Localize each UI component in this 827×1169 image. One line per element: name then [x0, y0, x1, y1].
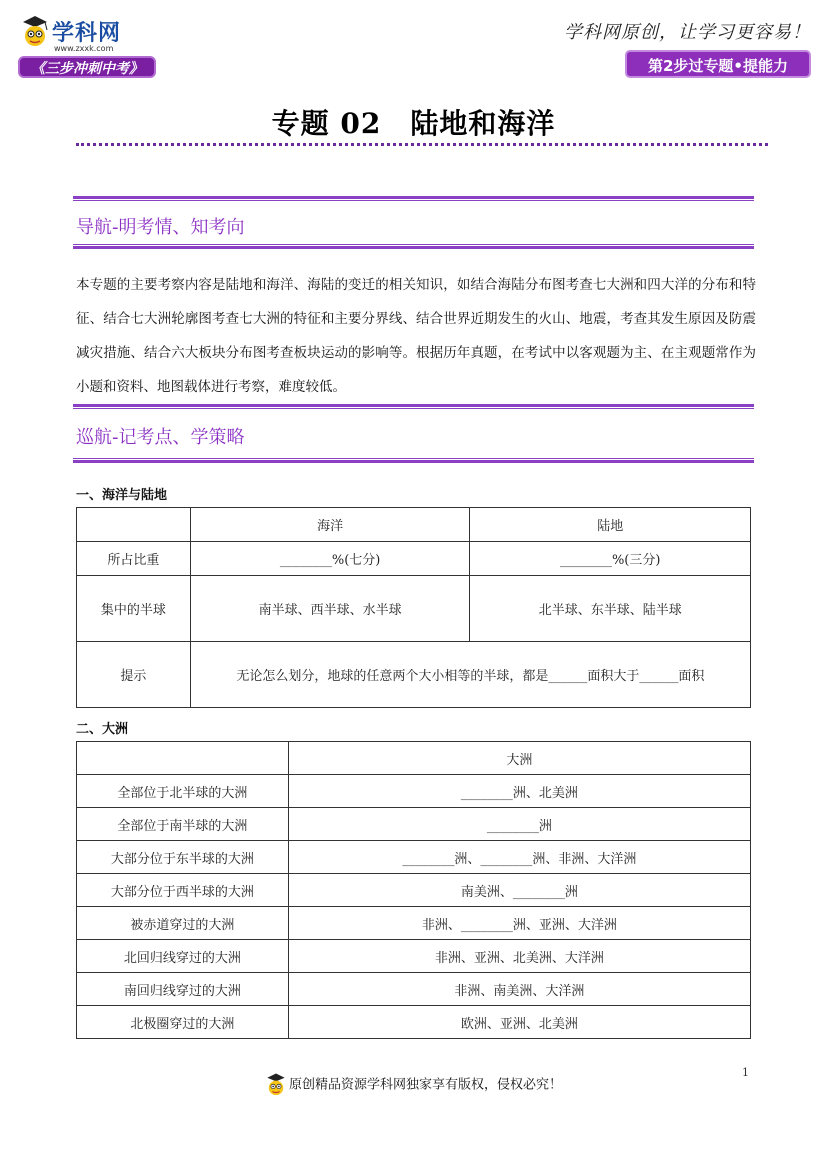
table-cell: ________洲、________洲、非洲、大洋洲 [288, 841, 750, 874]
mascot-icon [20, 14, 50, 50]
row-label: 北极圈穿过的大洲 [77, 1006, 289, 1039]
row-label: 南回归线穿过的大洲 [77, 973, 289, 1006]
table-row [77, 775, 751, 808]
table-cell: 非洲、________洲、亚洲、大洋洲 [288, 907, 750, 940]
section-title-navigation: 导航-明考情、知考向 [76, 217, 245, 238]
row-label: 提示 [77, 642, 191, 708]
table-cell: 北半球、东半球、陆半球 [470, 576, 751, 642]
page-number: 1 [742, 1066, 749, 1079]
table-row [77, 576, 751, 642]
copyright-notice: 原创精品资源学科网独家享有版权，侵权必究！ [288, 1077, 562, 1093]
table-header-row [77, 508, 751, 542]
table-row [77, 841, 751, 874]
title-divider [76, 143, 768, 146]
table-cell: ________%(七分) [190, 542, 470, 576]
table-cell: ________洲 [288, 808, 750, 841]
logo [18, 12, 168, 82]
table-row [77, 973, 751, 1006]
section-divider [73, 244, 754, 249]
section-divider [73, 458, 754, 463]
table-cell: 南半球、西半球、水半球 [190, 576, 470, 642]
table-header-cell: 大洲 [288, 742, 750, 775]
table-row [77, 542, 751, 576]
row-label: 大部分位于西半球的大洲 [77, 874, 289, 907]
logo-text: 学科网 [52, 21, 122, 46]
table-header-row [77, 742, 751, 775]
table-row [77, 874, 751, 907]
footer [0, 1072, 827, 1098]
table-row [77, 808, 751, 841]
table-cell [77, 742, 289, 775]
table-row [77, 907, 751, 940]
section-title-cruise: 巡航-记考点、学策略 [76, 427, 245, 448]
row-label: 北回归线穿过的大洲 [77, 940, 289, 973]
table-cell: 非洲、南美洲、大洋洲 [288, 973, 750, 1006]
continents-table [76, 741, 751, 1039]
series-badge: 《三步冲刺中考》 [18, 56, 156, 78]
table-cell [77, 508, 191, 542]
page-title: 专题 02 陆地和海洋 [271, 107, 556, 140]
tip-cell: 无论怎么划分，地球的任意两个大小相等的半球，都是______面积大于______面积 [190, 642, 750, 708]
table-row [77, 1006, 751, 1039]
table-cell: ________%(三分) [470, 542, 751, 576]
row-label: 全部位于北半球的大洲 [77, 775, 289, 808]
table-row [77, 940, 751, 973]
table-cell: 欧洲、亚洲、北美洲 [288, 1006, 750, 1039]
table-header-cell: 海洋 [190, 508, 470, 542]
table-cell: 南美洲、________洲 [288, 874, 750, 907]
row-label: 大部分位于东半球的大洲 [77, 841, 289, 874]
slogan: 学科网原创，让学习更容易！ [564, 22, 811, 43]
section-divider [73, 196, 754, 201]
row-label: 全部位于南半球的大洲 [77, 808, 289, 841]
intro-paragraph: 本专题的主要考察内容是陆地和海洋、海陆的变迁的相关知识，如结合海陆分布图考查七大洲和四大洋的分布和特征、结合七大洲轮廓图考查七大洲的特征和主要分界线、结合世界近期发生的火山、地震，考查其发生原因及防震减灾措施、结合六大板块分布图考查板块运动的影响等。根据历年真题，在考试中以客观题为主、在主观题常作为小题和资料、地图载体进行考察，难度较低。 [76, 277, 756, 395]
mascot-icon [265, 1072, 287, 1098]
row-label: 被赤道穿过的大洲 [77, 907, 289, 940]
step-badge: 第2步过专题•提能力 [625, 50, 811, 78]
table2-heading: 二、大洲 [76, 722, 129, 737]
row-label: 集中的半球 [77, 576, 191, 642]
table-cell: 非洲、亚洲、北美洲、大洋洲 [288, 940, 750, 973]
logo-url: www.zxxk.com [54, 44, 114, 53]
table1-heading: 一、海洋与陆地 [76, 488, 168, 503]
table-row [77, 642, 751, 708]
row-label: 所占比重 [77, 542, 191, 576]
table-cell: ________洲、北美洲 [288, 775, 750, 808]
section-divider [73, 404, 754, 409]
table-header-cell: 陆地 [470, 508, 751, 542]
ocean-land-table [76, 507, 751, 708]
